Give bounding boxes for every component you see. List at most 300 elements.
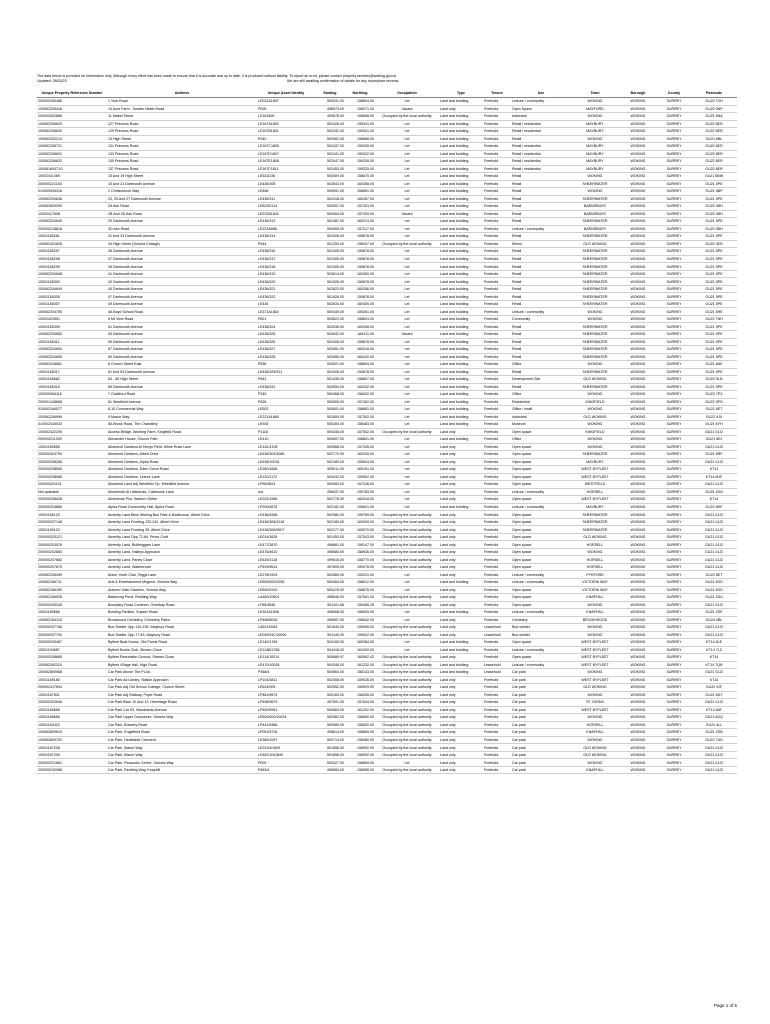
cell-asset-id: LA531/0064 — [257, 624, 315, 632]
cell-northing: 159325.00 — [345, 165, 375, 173]
cell-uprn: 10002420551 — [37, 315, 107, 323]
cell-uprn: 10008160471O — [37, 165, 107, 173]
cell-postcode: GU21 5PE — [691, 270, 737, 278]
cell-easting: 500663.00 — [315, 706, 345, 714]
cell-borough: WOKING — [619, 398, 657, 406]
cell-town: SHEERWATER — [571, 353, 619, 361]
cell-borough: WOKING — [619, 210, 657, 218]
cell-town: SHEERWATER — [571, 285, 619, 293]
cell-asset-id: LE477/3870 — [257, 541, 315, 549]
cell-county: SURREY — [657, 421, 691, 429]
cell-asset-id: LE436/306/9907 — [257, 526, 315, 534]
cell-easting: 501145.00 — [315, 631, 345, 639]
column-header-uprn: Unique Property Reference Number — [37, 89, 107, 98]
cell-postcode: GU21 6ET — [691, 406, 737, 414]
cell-borough: WOKING — [619, 533, 657, 541]
cell-county: SURREY — [657, 518, 691, 526]
cell-tenure: Freehold — [483, 195, 511, 203]
cell-uprn: 200001448868 — [37, 398, 107, 406]
cell-easting: 500449.00 — [315, 308, 345, 316]
cell-type: Land and building — [439, 255, 483, 263]
cell-type: Land and building — [439, 188, 483, 196]
cell-tenure: Freehold — [483, 165, 511, 173]
cell-type: Land only — [439, 729, 483, 737]
cell-county: SURREY — [657, 128, 691, 136]
cell-easting: 500284.00 — [315, 421, 345, 429]
cell-tenure: Freehold — [483, 323, 511, 331]
table-row — [37, 105, 737, 113]
table-row — [37, 616, 737, 624]
cell-use: Retail — [511, 135, 571, 143]
table-row — [37, 406, 737, 414]
cell-county: SURREY — [657, 736, 691, 744]
cell-northing: 157302.00 — [345, 413, 375, 421]
cell-type: Land only — [439, 511, 483, 519]
cell-asset-id: P005 — [257, 105, 315, 113]
table-row — [37, 481, 737, 489]
cell-uprn: 100062204750 — [37, 308, 107, 316]
cell-northing: 158612.00 — [345, 579, 375, 587]
cell-asset-id: LE278/1904 — [257, 571, 315, 579]
cell-borough: WOKING — [619, 346, 657, 354]
cell-borough: WOKING — [619, 458, 657, 466]
cell-uprn: 100062204654 — [37, 346, 107, 354]
cell-northing: 158143.00 — [345, 669, 375, 677]
column-header-occupation: Occupation — [375, 89, 439, 98]
cell-borough: WOKING — [619, 218, 657, 226]
table-row — [37, 766, 737, 774]
cell-occupation: Let — [375, 143, 439, 151]
cell-address: Car Park Ad Library, Station Approach — [107, 676, 257, 684]
cell-use: Car park — [511, 721, 571, 729]
cell-easting: 502447.00 — [315, 158, 345, 166]
cell-address: 7 Guildford Road — [107, 391, 257, 399]
cell-occupation: Let — [375, 98, 439, 106]
cell-asset-id: LE436/328 — [257, 353, 315, 361]
cell-uprn: 10001169682 — [37, 376, 107, 384]
cell-asset-id: LE371A1802 — [257, 308, 315, 316]
cell-county: SURREY — [657, 330, 691, 338]
cell-address: 15 And 21 Dartmouth Avenue — [107, 180, 257, 188]
cell-county: SURREY — [657, 240, 691, 248]
table-row — [37, 699, 737, 707]
cell-northing: 157209.00 — [345, 210, 375, 218]
column-header-county: County — [657, 89, 691, 98]
cell-occupation: Let — [375, 398, 439, 406]
table-row — [37, 526, 737, 534]
cell-type: Land only — [439, 443, 483, 451]
cell-postcode: GU21 0JJ2 — [691, 699, 737, 707]
cell-address: Amenity Land, Bullbeggars Lane — [107, 541, 257, 549]
cell-postcode: GU22 0BH — [691, 203, 737, 211]
cell-northing: 159878.00 — [345, 255, 375, 263]
cell-occupation: Let — [375, 346, 439, 354]
cell-county: SURREY — [657, 180, 691, 188]
cell-county: SURREY — [657, 616, 691, 624]
cell-address: 5 Mt View Road — [107, 315, 257, 323]
cell-borough: WOKING — [619, 473, 657, 481]
cell-town: SHEERWATER — [571, 511, 619, 519]
table-row — [37, 609, 737, 617]
cell-use: Office — [511, 361, 571, 369]
cell-type: Land and building — [439, 323, 483, 331]
cell-northing: 158876.00 — [345, 586, 375, 594]
cell-occupation: Let — [375, 255, 439, 263]
cell-asset-id: LE223A988 — [257, 225, 315, 233]
cell-type: Land and building — [439, 503, 483, 511]
table-row — [37, 195, 737, 203]
table-row — [37, 278, 737, 286]
cell-asset-id: LE436/306 — [257, 180, 315, 188]
cell-occupation: Let — [375, 180, 439, 188]
cell-address: 81 Westfield Avenue — [107, 398, 257, 406]
cell-uprn: Not available — [37, 488, 107, 496]
cell-easting: 500568.00 — [315, 443, 345, 451]
cell-easting: 501926.00 — [315, 368, 345, 376]
cell-asset-id: LE436/319 — [257, 270, 315, 278]
cell-tenure: Freehold — [483, 353, 511, 361]
cell-postcode: GU21 0JJ2 — [691, 428, 737, 436]
column-header-town: Town — [571, 89, 619, 98]
table-row — [37, 173, 737, 181]
cell-address: 31 And 33 Dartmouth Avenue — [107, 233, 257, 241]
cell-town: WOKING — [571, 421, 619, 429]
cell-town: OLD WOKING — [571, 751, 619, 759]
cell-asset-id: LE167A1802 — [257, 120, 315, 128]
cell-address: Allotment Gardens At Devys Field, White Rose Lane — [107, 443, 257, 451]
cell-easting: 502980.00 — [315, 511, 345, 519]
table-row — [37, 255, 737, 263]
cell-uprn: 10001165299 — [37, 263, 107, 271]
cell-asset-id: LE436/322 — [257, 293, 315, 301]
table-row — [37, 646, 737, 654]
cell-asset-id: LE436/331 — [257, 383, 315, 391]
cell-tenure: Freehold — [483, 315, 511, 323]
cell-borough: WOKING — [619, 323, 657, 331]
cell-town: WOKING — [571, 391, 619, 399]
cell-postcode: GU21 0JJ2 — [691, 624, 737, 632]
cell-county: SURREY — [657, 631, 691, 639]
cell-uprn: 10002411489 — [37, 173, 107, 181]
table-row — [37, 203, 737, 211]
cell-county: SURREY — [657, 218, 691, 226]
cell-easting: 496546.00 — [315, 594, 345, 602]
cell-use: Leisure / community — [511, 503, 571, 511]
cell-easting: 501253.00 — [315, 240, 345, 248]
cell-borough: WOKING — [619, 481, 657, 489]
cell-easting: 500622.00 — [315, 315, 345, 323]
cell-postcode: GU22 8HF — [691, 503, 737, 511]
cell-use: Mixed — [511, 240, 571, 248]
cell-postcode: GU22 0BH — [691, 225, 737, 233]
cell-county: SURREY — [657, 729, 691, 737]
cell-occupation: Occupied by the local authority — [375, 729, 439, 737]
cell-type: Land and building — [439, 248, 483, 256]
cell-easting: 500057.00 — [315, 203, 345, 211]
cell-address: Car Park, Redding Way, Knaphill — [107, 766, 257, 774]
cell-occupation: Let — [375, 579, 439, 587]
cell-borough: WOKING — [619, 128, 657, 136]
cell-postcode: GU21 6BW — [691, 173, 737, 181]
cell-use: Office — [511, 391, 571, 399]
cell-occupation: Let — [375, 436, 439, 444]
cell-uprn: 100062202214 — [37, 135, 107, 143]
cell-use: Open space — [511, 466, 571, 474]
cell-town: KINGFIELD — [571, 398, 619, 406]
table-row — [37, 428, 737, 436]
cell-asset-id: P621 — [257, 315, 315, 323]
cell-postcode: GU21 4LL — [691, 721, 737, 729]
cell-postcode: GU21 0JJ2 — [691, 563, 737, 571]
cell-uprn: 10001169666 — [37, 609, 107, 617]
cell-tenure: Freehold — [483, 473, 511, 481]
cell-tenure: Freehold — [483, 113, 511, 121]
cell-borough: WOKING — [619, 601, 657, 609]
cell-postcode: GU22 9ER — [691, 240, 737, 248]
cell-easting: 501809.00 — [315, 413, 345, 421]
cell-address: 39 Dartmouth Avenue — [107, 263, 257, 271]
cell-type: Land and building — [439, 338, 483, 346]
table-row — [37, 150, 737, 158]
cell-county: SURREY — [657, 473, 691, 481]
cell-borough: WOKING — [619, 278, 657, 286]
cell-postcode: GU21 6GD — [691, 586, 737, 594]
cell-occupation: Let — [375, 353, 439, 361]
cell-asset-id: LE436/316 — [257, 248, 315, 256]
cell-borough: WOKING — [619, 616, 657, 624]
cell-county: SURREY — [657, 571, 691, 579]
cell-occupation: Let — [375, 488, 439, 496]
cell-occupation: Let — [375, 128, 439, 136]
cell-use: Retail — [511, 255, 571, 263]
cell-type: Land and building — [439, 210, 483, 218]
cell-asset-id: LE114/10014 — [257, 654, 315, 662]
cell-asset-id: LP462/9951 — [257, 706, 315, 714]
cell-uprn: 10001167208 — [37, 744, 107, 752]
cell-borough: WOKING — [619, 548, 657, 556]
cell-postcode: GU21 5PE — [691, 330, 737, 338]
cell-easting: 502623.00 — [315, 285, 345, 293]
cell-county: SURREY — [657, 233, 691, 241]
cell-type: Land only — [439, 556, 483, 564]
cell-uprn: 200000221183 — [37, 180, 107, 188]
cell-address: Bus Shelter Opp 149-155, Maybury Road — [107, 624, 257, 632]
cell-postcode: GU21 6GD — [691, 579, 737, 587]
table-row — [37, 601, 737, 609]
table-row — [37, 368, 737, 376]
cell-tenure: Freehold — [483, 180, 511, 188]
cell-occupation: Let — [375, 120, 439, 128]
cell-borough: WOKING — [619, 270, 657, 278]
cell-county: SURREY — [657, 368, 691, 376]
table-row — [37, 315, 737, 323]
cell-town: KINGFIELD — [571, 428, 619, 436]
cell-tenure: Leasehold — [483, 661, 511, 669]
cell-northing: 160420.00 — [345, 353, 375, 361]
cell-county: SURREY — [657, 541, 691, 549]
cell-tenure: Freehold — [483, 556, 511, 564]
cell-tenure: Freehold — [483, 676, 511, 684]
cell-town: WOKING — [571, 98, 619, 106]
cell-tenure: Freehold — [483, 541, 511, 549]
cell-uprn: 100062164124 — [37, 616, 107, 624]
cell-borough: WOKING — [619, 571, 657, 579]
cell-asset-id: LF65/3646 — [257, 601, 315, 609]
cell-postcode: GU21 2SB — [691, 729, 737, 737]
cell-northing: 158894.00 — [345, 98, 375, 106]
table-row — [37, 714, 737, 722]
cell-town: WOKING — [571, 188, 619, 196]
cell-postcode: GU21 5PE — [691, 248, 737, 256]
cell-northing: 160205.00 — [345, 451, 375, 459]
cell-borough: WOKING — [619, 255, 657, 263]
cell-uprn: 200000208986 — [37, 473, 107, 481]
cell-use: Retail — [511, 210, 571, 218]
cell-town: WEST BYFLEET — [571, 646, 619, 654]
cell-postcode: GU22 8ER — [691, 143, 737, 151]
cell-address: Alexander House, Church Path — [107, 436, 257, 444]
cell-type: Land only — [439, 691, 483, 699]
cell-postcode: GU21 5PE — [691, 255, 737, 263]
cell-address: 8A Brook Road, The Chandlery — [107, 421, 257, 429]
cell-address: Brookwood Cemetery, Cemetery Pales — [107, 616, 257, 624]
cell-county: SURREY — [657, 609, 691, 617]
cell-type: Land only — [439, 631, 483, 639]
table-row — [37, 579, 737, 587]
cell-type: Land only — [439, 571, 483, 579]
cell-tenure: Freehold — [483, 293, 511, 301]
cell-postcode: GU22 7PX — [691, 391, 737, 399]
cell-occupation: Let — [375, 233, 439, 241]
cell-northing: 158483.00 — [345, 421, 375, 429]
table-row — [37, 135, 737, 143]
cell-county: SURREY — [657, 601, 691, 609]
cell-use: Retail — [511, 293, 571, 301]
cell-tenure: Freehold — [483, 255, 511, 263]
cell-occupation: Occupied by the local authority — [375, 526, 439, 534]
cell-occupation: Let — [375, 451, 439, 459]
cell-address: 11 Mabel Street — [107, 113, 257, 121]
cell-use: Car park — [511, 699, 571, 707]
cell-address: Amenity Land Fronting 35, Albert Drive — [107, 526, 257, 534]
cell-borough: WOKING — [619, 451, 657, 459]
cell-occupation: Let — [375, 315, 439, 323]
cell-easting: 498974.00 — [315, 105, 345, 113]
table-row — [37, 233, 737, 241]
cell-address: Bowling Pavilion, Sussex Road — [107, 609, 257, 617]
cell-easting: 500505.00 — [315, 398, 345, 406]
cell-postcode: GU22 0NP — [691, 105, 737, 113]
cell-borough: WOKING — [619, 165, 657, 173]
table-row — [37, 443, 737, 451]
cell-type: Land only — [439, 541, 483, 549]
cell-tenure: Freehold — [483, 736, 511, 744]
cell-northing: 158688.00 — [345, 135, 375, 143]
cell-county: SURREY — [657, 624, 691, 632]
cell-tenure: Freehold — [483, 458, 511, 466]
cell-uprn: 100062422295 — [37, 428, 107, 436]
cell-use: Car park — [511, 744, 571, 752]
cell-northing: 160405.00 — [345, 300, 375, 308]
cell-northing: 157035.00 — [345, 443, 375, 451]
cell-county: SURREY — [657, 594, 691, 602]
cell-town: VICTORIA WAY — [571, 579, 619, 587]
cell-borough: WOKING — [619, 503, 657, 511]
cell-uprn: 100062421828 — [37, 240, 107, 248]
cell-county: SURREY — [657, 646, 691, 654]
cell-use: Open space — [511, 556, 571, 564]
cell-borough: WOKING — [619, 113, 657, 121]
cell-type: Land only — [439, 526, 483, 534]
cell-postcode: KT14 — [691, 676, 737, 684]
cell-county: SURREY — [657, 98, 691, 106]
cell-occupation: Let — [375, 135, 439, 143]
cell-use: Leisure / community — [511, 225, 571, 233]
cell-asset-id: LE436/314 — [257, 233, 315, 241]
cell-address: 3D Ash Road — [107, 225, 257, 233]
cell-northing: 158694.00 — [345, 361, 375, 369]
cell-northing: 159002.00 — [345, 631, 375, 639]
cell-borough: WOKING — [619, 421, 657, 429]
cell-tenure: Freehold — [483, 398, 511, 406]
cell-postcode: GU21 6BL — [691, 135, 737, 143]
table-row — [37, 270, 737, 278]
cell-northing: 158681.00 — [345, 406, 375, 414]
cell-easting: 497691.00 — [315, 699, 345, 707]
cell-tenure: Freehold — [483, 105, 511, 113]
table-row — [37, 330, 737, 338]
cell-northing: 158698.00 — [345, 113, 375, 121]
cell-address: Bus Shelter Opp 77-83, Maybury Road — [107, 631, 257, 639]
cell-address: 127 Princess Road — [107, 120, 257, 128]
cell-use: Open space — [511, 458, 571, 466]
cell-easting: 496957.00 — [315, 616, 345, 624]
cell-type: Land only — [439, 533, 483, 541]
cell-use: Retail — [511, 285, 571, 293]
cell-type: Land only — [439, 594, 483, 602]
cell-uprn: 100062809702 — [37, 736, 107, 744]
cell-type: Land only — [439, 105, 483, 113]
cell-borough: WOKING — [619, 120, 657, 128]
cell-occupation: Let — [375, 263, 439, 271]
cell-postcode: GU21 0JJ2 — [691, 511, 737, 519]
cell-easting: 501644.00 — [315, 624, 345, 632]
cell-northing: 158947.00 — [345, 240, 375, 248]
cell-town: WESTFIELD — [571, 481, 619, 489]
cell-address: Access Bridge, Working Farm, Kingfield Road — [107, 428, 257, 436]
cell-use: Car park — [511, 691, 571, 699]
cell-uprn: 010000094316 — [37, 188, 107, 196]
cell-asset-id: LE436/321 — [257, 285, 315, 293]
cell-easting: 499616.00 — [315, 556, 345, 564]
cell-easting: 498580.00 — [315, 548, 345, 556]
cell-use: Car park — [511, 676, 571, 684]
cell-tenure: Freehold — [483, 330, 511, 338]
cell-uprn: 100062166926 — [37, 594, 107, 602]
cell-easting: 502536.00 — [315, 323, 345, 331]
cell-asset-id: LE436/306/3118 — [257, 518, 315, 526]
cell-use: Retail — [511, 330, 571, 338]
cell-address: 135 Princess Road — [107, 158, 257, 166]
cell-county: SURREY — [657, 706, 691, 714]
cell-easting: 502654.00 — [315, 383, 345, 391]
cell-address: 55 Dartmouth Avenue — [107, 338, 257, 346]
cell-occupation: Let — [375, 300, 439, 308]
cell-type: Land and building — [439, 165, 483, 173]
cell-postcode: GU21 4SN — [691, 488, 737, 496]
cell-easting: 502643.00 — [315, 180, 345, 188]
table-row — [37, 120, 737, 128]
